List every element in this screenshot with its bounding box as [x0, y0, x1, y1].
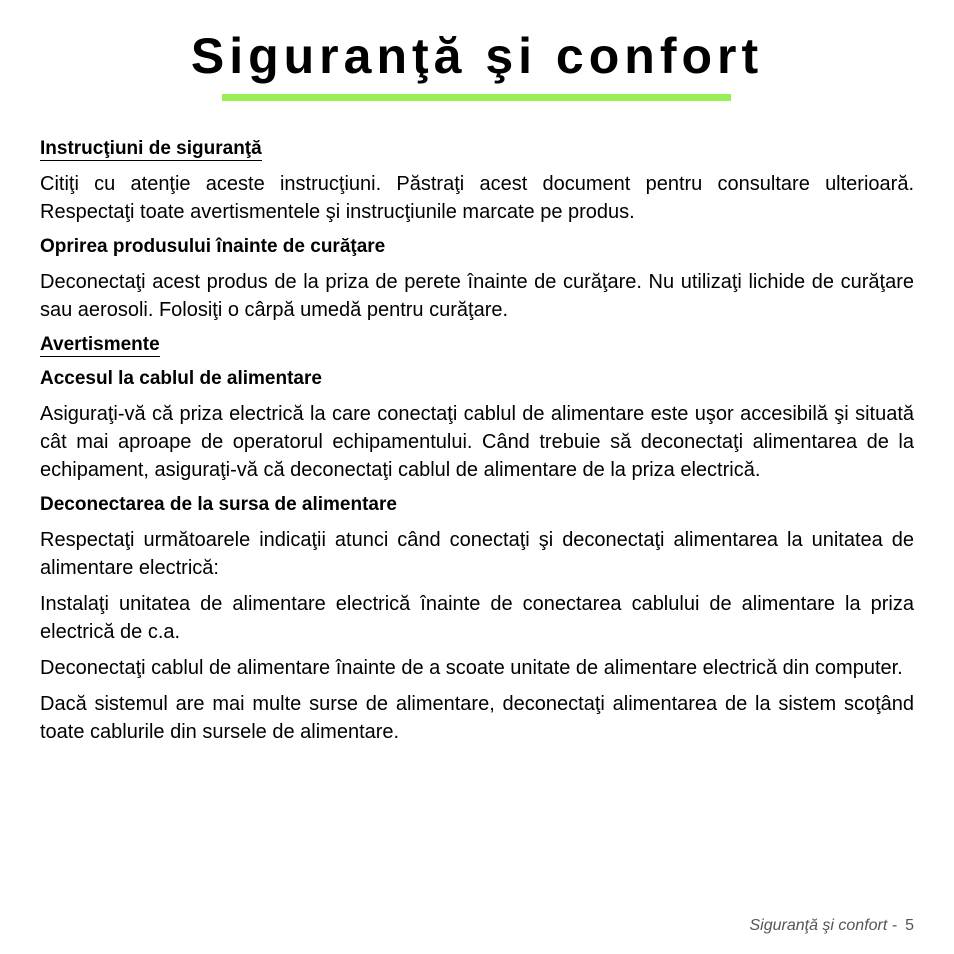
page-title: Siguranţă şi confort	[190, 28, 764, 84]
paragraph-read-instructions: Citiţi cu atenţie aceste instrucţiuni. Păstraţi acest document pentru consultare ulterioară. Respectaţi toate avertismentele şi instrucţiunile marcate pe produs.	[40, 173, 914, 223]
paragraph-install-power-unit: Instalaţi unitatea de alimentare electrică înainte de conectarea cablului de alimentare la priza electrică de c.a.	[40, 593, 914, 643]
page-footer	[749, 917, 914, 935]
heading-power-cord-access: Accesul la cablul de alimentare	[40, 368, 322, 389]
page-number: 5	[905, 917, 914, 934]
heading-turn-off-before-cleaning: Oprirea produsului înainte de curăţare	[40, 236, 386, 257]
document-body	[40, 136, 914, 754]
paragraph-power-cord-access: Asiguraţi-vă că priza electrică la care conectaţi cablul de alimentare este uşor accesibilă şi situată cât mai aproape de operatorul echipamentului. Când trebuie să deconectaţi alimentarea de la echipament, asiguraţi-vă că deconectaţi cablul de alimentare de la priza electrică.	[40, 403, 914, 481]
paragraph-multiple-power-sources: Dacă sistemul are mai multe surse de alimentare, deconectaţi alimentarea de la sistem scoţând toate cablurile din sursele de alimentare.	[40, 693, 914, 743]
paragraph-unplug-before-removing: Deconectaţi cablul de alimentare înainte de a scoate unitate de alimentare electrică din computer.	[40, 657, 903, 679]
heading-warnings: Avertismente	[40, 334, 160, 355]
footer-label: Siguranţă şi confort -	[749, 917, 898, 934]
paragraph-cleaning: Deconectaţi acest produs de la priza de perete înainte de curăţare. Nu utilizaţi lichide de curăţare sau aerosoli. Folosiţi o cârpă umedă pentru curăţare.	[40, 271, 914, 321]
heading-safety-instructions: Instrucţiuni de siguranţă	[40, 138, 262, 159]
title-underline-bar	[222, 94, 731, 101]
paragraph-disconnect-guidelines: Respectaţi următoarele indicaţii atunci când conectaţi şi deconectaţi alimentarea la unitatea de alimentare electrică:	[40, 529, 914, 579]
heading-disconnecting-power: Deconectarea de la sursa de alimentare	[40, 494, 397, 515]
